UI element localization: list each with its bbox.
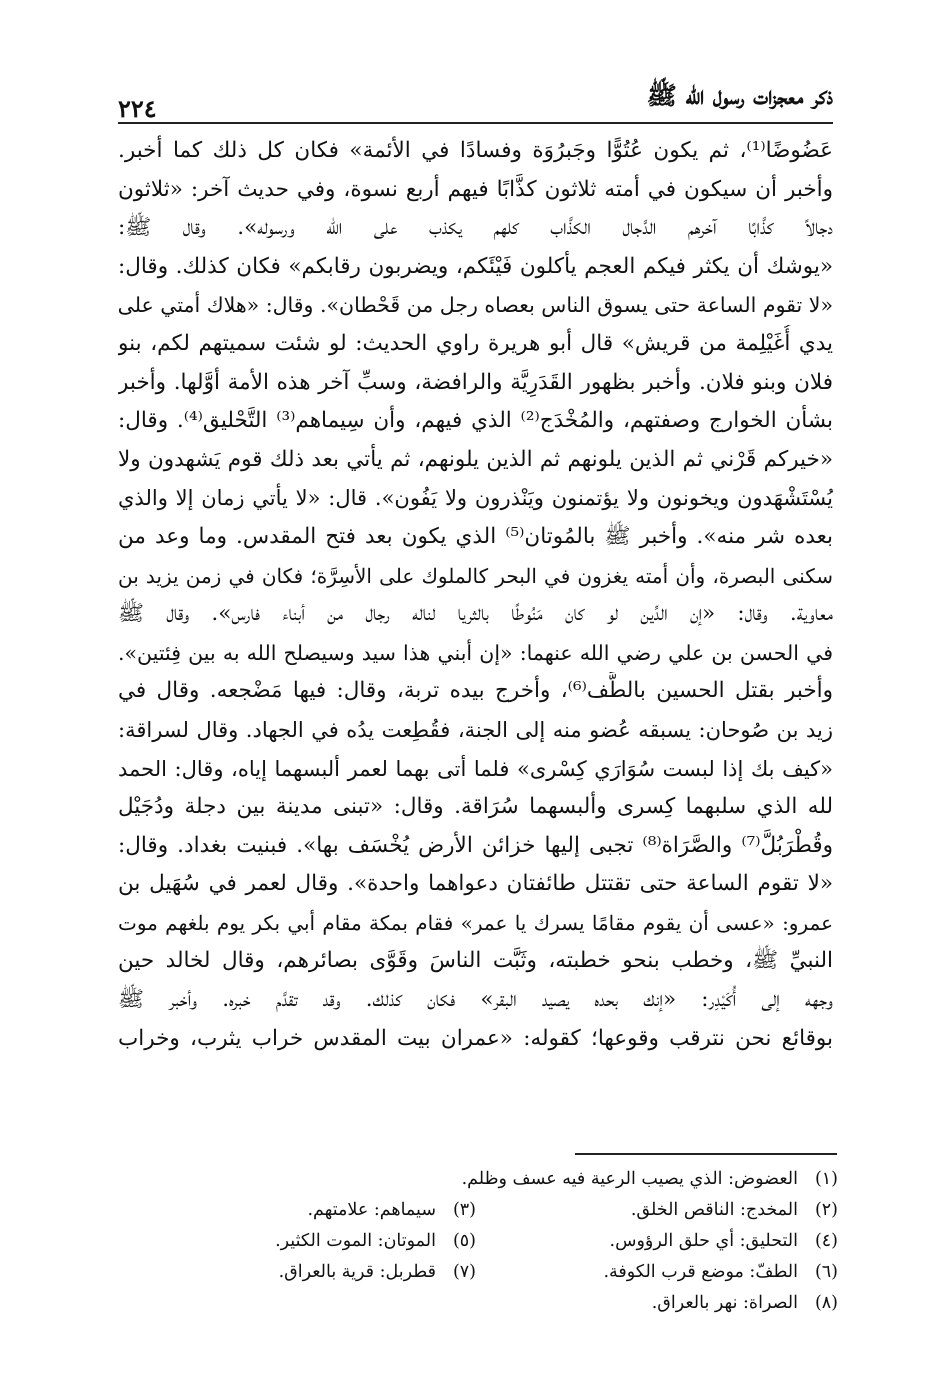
footnote-row xyxy=(130,1288,838,1319)
page-header xyxy=(118,78,833,124)
footnote-text: الموتان: الموت الكثير. xyxy=(275,1231,436,1251)
text-line: يُسْتَشْهَدون ويخونون ولا يؤتمنون ويَنْذرون ولا يَفُون». قال: «لا يأتي زمان إلا والذي xyxy=(118,486,833,511)
footnote-row xyxy=(130,1226,838,1257)
text-line: وأخبر بقتل الحسين بالطَّف⁽⁶⁾، وأخرج بيده تربة، وقال: فيها مَضْجعه. وقال في xyxy=(118,678,833,704)
footnote-number: (٢) xyxy=(814,1200,838,1220)
footnote-text: قطربل: قرية بالعراق. xyxy=(278,1262,436,1282)
text-line: «لا تقوم الساعة حتى يسوق الناس بعصاه رجل من قَحْطان». وقال: «هلاك أمتي على xyxy=(118,293,833,318)
footnote-number: (٦) xyxy=(814,1262,838,1282)
page-number: ٢٢٤ xyxy=(118,94,157,123)
text-line: زيد بن صُوحان: يسبقه عُضو منه إلى الجنة، فقُطِعت يدُه في الجهاد. وقال لسراقة: xyxy=(118,717,833,742)
footnote-number: (٧) xyxy=(452,1262,476,1282)
footnote-row xyxy=(130,1257,838,1288)
footnote-text: الطفّ: موضع قرب الكوفة. xyxy=(603,1262,798,1282)
main-text xyxy=(118,132,833,1058)
text-line: عَضُوضًا⁽¹⁾، ثم يكون عُتُوًّا وجَبرُوَة وفسادًا في الأئمة» فكان كل ذلك كما أخبر. xyxy=(118,138,833,163)
footnote xyxy=(631,1195,838,1226)
text-line: النبيِّ ﷺ، وخطب بنحو خطبته، وثَبَّت الناسَ وقَوَّى بصائرهم، وقال لخالد حين xyxy=(118,948,833,974)
footnote xyxy=(279,1257,476,1288)
footnote-text: المخدج: الناقص الخلق. xyxy=(630,1200,798,1220)
footnote xyxy=(610,1226,838,1257)
text-line: سكنى البصرة، وأن أمته يغزون في البحر كالملوك على الأسِرَّة؛ فكان في زمن يزيد بن xyxy=(118,563,833,588)
text-line: بعده شر منه». وأخبر ﷺ بالمُوتان⁽⁵⁾ الذي يكون بعد فتح المقدس. وما وعد من xyxy=(118,523,833,549)
text-line: بوقائع نحن نترقب وقوعها؛ كقوله: «عمران بيت المقدس خراب يثرب، وخراب xyxy=(118,1025,833,1051)
running-title: ذكر معجزات رسول الله ﷺ xyxy=(646,81,833,110)
text-line: بشأن الخوارج وصفتهم، والمُخْدَج⁽²⁾ الذي فيهم، وأن سِيماهم⁽³⁾ التَّحْليق⁽⁴⁾. وقال: xyxy=(118,408,833,434)
text-line: دجالاً كذَّابًا آخرهم الدَّجال الكذَّاب كلهم يكذب على الله ورسوله». وقال ﷺ: xyxy=(118,215,833,241)
footnote-number: (٣) xyxy=(452,1200,476,1220)
footnote-number: (٥) xyxy=(452,1231,476,1251)
text-line: في الحسن بن علي رضي الله عنهما: «إن أبني هذا سيد وسيصلح الله به بين فِئتين». xyxy=(118,640,833,665)
text-line: فلان وبنو فلان. وأخبر بظهور القَدَرِيَّة والرافضة، وسبِّ آخر هذه الأمة أوَّلها. وأخبر xyxy=(118,369,833,395)
footnote-text: الصراة: نهر بالعراق. xyxy=(651,1293,798,1313)
footnote xyxy=(275,1226,476,1257)
footnote-text: العضوض: الذي يصيب الرعية فيه عسف وظلم. xyxy=(461,1169,798,1189)
footnote-number: (١) xyxy=(814,1169,838,1189)
text-line: وقُطْرَبُلَّ⁽⁷⁾ والصَّرَاة⁽⁸⁾ تجبى إليها خزائن الأرض يُخْسَف بها». فبنيت بغداد. وقال: xyxy=(118,832,833,858)
footnote-number: (٤) xyxy=(814,1231,838,1251)
text-line: «كيف بك إذا لبست سُوَارَي كِسْرى» فلما أتى بهما لعمر ألبسهما إياه، وقال: الحمد xyxy=(118,756,833,781)
footnote-row xyxy=(130,1164,838,1195)
text-line: لله الذي سلبهما كِسرى وألبسهما سُرَاقة. وقال: «تبنى مدينة بين دجلة ودُجَيْل xyxy=(118,794,833,820)
text-line: عمرو: «عسى أن يقوم مقامًا يسرك يا عمر» فقام بمكة مقام أبي بكر يوم بلغهم موت xyxy=(118,910,833,935)
text-line: وأخبر أن سيكون في أمته ثلاثون كذَّابًا فيهم أربع نسوة، وفي حديث آخر: «ثلاثون xyxy=(118,176,833,202)
footnote-text: التحليق: أي حلق الرؤوس. xyxy=(609,1231,798,1251)
text-line: معاوية. وقال: «إن الدِّين لو كان مَنُوطًا بالثريا لناله رجال من أبناء فارس». وقال ﷺ xyxy=(118,601,833,627)
footnotes xyxy=(130,1164,838,1319)
text-line: «يوشك أن يكثر فيكم العجم يأكلون فَيْئَكم، ويضربون رقابكم» فكان كذلك. وقال: xyxy=(118,253,833,279)
text-line: وجهه إلى أُكَيْدِر: «إنك بحده يصيد البقر» فكان كذلك. وقد تقدَّم خبره. وأخبر ﷺ xyxy=(118,987,833,1013)
footnote xyxy=(462,1164,838,1195)
footnote xyxy=(652,1288,838,1319)
footnote-number: (٨) xyxy=(814,1293,838,1313)
footnote-separator xyxy=(575,1153,837,1155)
text-line: يدي أُغَيْلِمة من قريش» قال أبو هريرة راوي الحديث: لو شئت سميتهم لكم، بنو xyxy=(118,330,833,356)
text-line: «لا تقوم الساعة حتى تقتتل طائفتان دعواهما واحدة». وقال لعمر في سُهَيل بن xyxy=(118,871,833,897)
footnote xyxy=(307,1195,476,1226)
text-line: «خيركم قَرْني ثم الذين يلونهم ثم الذين يلونهم، ثم يأتي بعد ذلك قوم يَشهدون ولا xyxy=(118,446,833,472)
footnote-row xyxy=(130,1195,838,1226)
footnote-text: سيماهم: علامتهم. xyxy=(307,1200,436,1220)
footnote xyxy=(603,1257,838,1288)
